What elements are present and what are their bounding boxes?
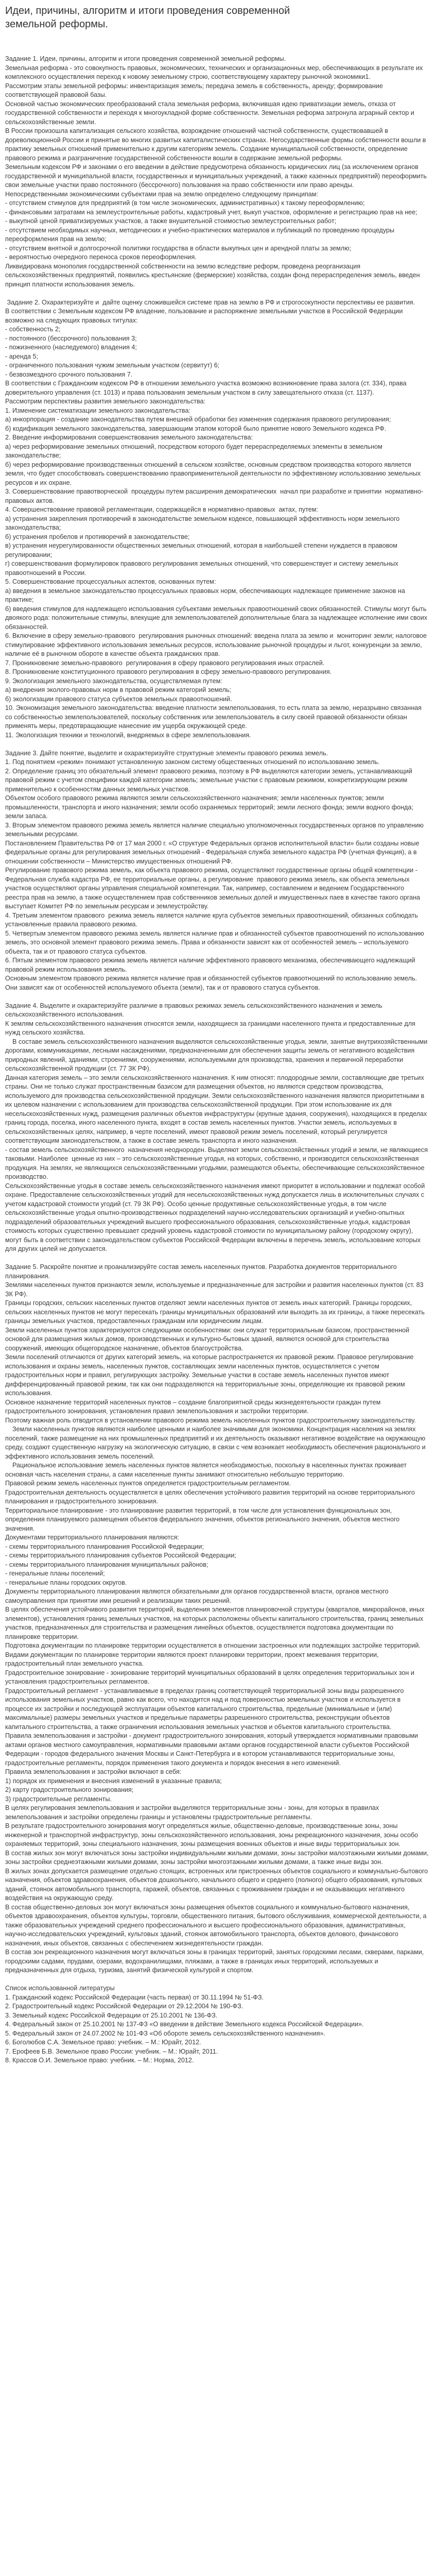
paragraph: Земли поселений отличаются от других категорий земель, на которые распространяется их правовой режим. Правовое регулирование использования и охраны земель, населенных пунктов, составляющих земли населенных пунктов, осуществляется с учетом градостроительных норм и правил, регулирующих застройку. Земельные участки в составе земель населенных пунктов имеют дифференцированный правовой режим, так как они подразделяются на территориальные зоны, определяющие их правовой режим использования. — [5, 1353, 415, 1397]
paragraph: б) устранения пробелов и противоречий в законодательстве; — [5, 533, 190, 540]
paragraph: Рассмотрим перспективы развития земельного законодательства: — [5, 398, 206, 405]
paragraph: г) совершенствования формулировок правового регулирования земельных отношений, что совершенствует и систему земельных правоотношений в России. — [5, 560, 400, 577]
paragraph: В результате градостроительного зонирования могут определяться жилые, общественно-деловые, производственные зоны, зоны инженерной и транспортной инфраструктур, зоны сельскохозяйственного использования, зоны рекреационного назначения, зоны особо охраняемых территорий, зоны специального назначения, зоны размещения военных объектов и иные виды территориальных зон. — [5, 1822, 420, 1848]
paragraph: Правовой режим земель населенных пунктов определяется градостроительным регламентом. — [5, 1480, 291, 1487]
paragraph: - финансовыми затратами на землеустроительные работы, кадастровый учет, выкуп участков, оформление и регистрацию прав на нее; — [5, 208, 417, 216]
paragraph: 2. Введение информирования совершенствования земельного законодательства: — [5, 434, 253, 441]
paragraph: 1. Под понятием «режим» понимают установленную законом систему общественных отношений по использованию земель. — [5, 758, 380, 766]
paragraph: 6. Пятым элементом правового режима земель является наличие эффективного правового механизма, обеспечивающего надлежащий правовой режим использования земель. — [5, 957, 417, 973]
paragraph: - ограниченного пользования чужим земельным участком (сервитут) 6; — [5, 362, 220, 369]
paragraph: Основное назначение территорий населенных пунктов – создание благоприятной среды жизнедеятельности граждан путем градостроительного зонирования, установления правил землепользования и застройки территории. — [5, 1398, 382, 1415]
paragraph-gap — [5, 1975, 429, 1985]
paragraph: В России произошла капитализация сельского хозяйства, возрождение отношений частной собственности, существовавшей в дореволюционной России и принятые во многих развитых капиталистических странах. Негосударственные формы собственности вошли в практику земельных отношений применительно к другим категориям земель. Создание муниципальной собственности, определение правового режима и разграничение государственной собственности вошли в содержание земельной реформы. — [5, 127, 428, 162]
paragraph: 11. Экологизация техники и технологий, внедряемых в сфере землепользования. — [5, 731, 251, 739]
paragraph: - схемы территориального планирования муниципальных районов; — [5, 1561, 208, 1568]
paragraph: - пожизненного (наследуемого) владения 4; — [5, 344, 137, 351]
paragraph: Рациональное использование земель населенных пунктов является необходимостью, поскольку в населенных пунктах проживает основная часть населения страны, а сами населенные пункты занимают относительно небольшую территорию. — [5, 1462, 409, 1478]
paragraph: 8. Проникновение конституционного правового регулирования в сферу земельно-правового регулирования. — [5, 668, 332, 675]
paragraph: Ликвидирована монополия государственной собственности на землю вследствие реформ, проведена реорганизация сельскохозяйственных предприятий, появились крестьянские (фермерские) хозяйства, создан фонд перераспределения земель, введен принцип платности использования земель. — [5, 262, 422, 288]
paragraph: Земельная реформа - это совокупность правовых, экономических, технических и организационных мер, обеспечивающих в результате их комплексного осуществления переход к новому земельному строю, соответствующему характеру рыночной экономики1. — [5, 64, 425, 80]
paragraph: Данная категория земель – это земли сельскохозяйственного назначения. К ним относят: плодородные земли, составляющие две третьих страны. Они не только служат пространственным базисом для размещения объектов, но являются средством производства, используемого для производства сельскохозяйственной продукции. Земли сельскохозяйственного назначения являются приоритетными в их целевом назначении с использованием для производства сельскохозяйственной продукции. При этом использование их для несельскохозяйственных нужд, размещения различных объектов инфраструктуры (крупные здания, сооружения), находящихся в пределах границ города, поселка, иного населенного пункта, входят в состав земель населенных пунктов. Участки земель, используемых в сельскохозяйственных целях, например, в черте поселений, имеют правовой режим земель поселений, который регулируется соответствующим законодательством, а также в составе земель транспорта и иного назначения. — [5, 1074, 429, 1144]
paragraph: Основным элементом правового режима является наличие прав и обязанностей субъектов правоотношений по использованию земель. Они зависят как от особенностей используемого объекта (земли), так и от правового статуса субъектов. — [5, 975, 419, 991]
paragraph: б) экологизации правового статуса субъектов земельных правоотношений. — [5, 695, 232, 703]
paragraph: Границы городских, сельских населенных пунктов отделяют земли населенных пунктов от земель иных категорий. Границы городских, сельских населенных пунктов не могут пересекать границы муниципальных образований или выходить за их границы, а также пересекать границы земельных участков, предоставленных гражданам или юридическим лицам. — [5, 1299, 427, 1325]
paragraph: - генеральные планы поселений; — [5, 1570, 105, 1577]
paragraph: Земельным кодексом РФ и законами о его введении в действие предусмотрена обязанность юридических лиц (за исключением органов государственной и муниципальной власти, государственных и муниципальных учреждений, а также казенных предприятий) переоформить свои земельные участки право постоянного (бессрочного) пользования на право собственности или право аренды. — [5, 163, 429, 189]
paragraph: Задание 4. Выделите и охарактеризуйте различие в правовых режимах земель сельскохозяйственного назначения и земель сельскохозяйственного использования. — [5, 1002, 385, 1018]
paragraph: Рассмотрим этапы земельной реформы: инвентаризация земель; передача земель в собственность, аренду; формирование соответствующей правовой базы. — [5, 82, 385, 98]
page-title: Идеи, причины, алгоритм и итоги проведения современной земельной реформы. — [5, 5, 290, 30]
paragraph: - отсутствием внятной и долгосрочной политики государства в области выкупных цен и арендной платы за землю; — [5, 244, 352, 252]
paragraph: 1) порядок их применения и внесения изменений в указанные правила; — [5, 1777, 222, 1785]
paragraph: - состав земель сельскохозяйственного назначения неоднороден. Выделяют земли сельскохозяйственных угодий и земли, не являющиеся таковыми. Наиболее ценные из них – это сельскохозяйственные угодья, на которых, собственно, и производится сельскохозяйственная продукция. На землях, не являющихся сельскохозяйственными угодьями, размещаются объекты, обеспечивающие сельскохозяйственное производство. — [5, 1146, 430, 1180]
paragraph: Правила землепользования и застройки - документ градостроительного зонирования, который утверждается нормативными правовыми актами органов местного самоуправления, нормативными правовыми актами органов государственной власти субъектов Российской Федерации - городов федерального значения Москвы и Санкт-Петербурга и в котором устанавливаются территориальные зоны, градостроительные регламенты, порядок применения такого документа и порядок внесения в него изменений. — [5, 1732, 420, 1767]
paragraph: 3. Совершенствование правотворческой процедуры путем расширения демократических начал при разработке и принятии нормативно-правовых актов. — [5, 488, 424, 504]
paragraph: 9. Экологизация земельного законодательства, осуществляемая путем: — [5, 677, 222, 685]
paragraph: Градостроительная деятельность осуществляется в целях обеспечения устойчивого развития территорий на основе территориального планирования и градостроительного зонирования. — [5, 1488, 417, 1505]
paragraph: В целях регулирования землепользования и застройки выделяются территориальные зоны - зоны, для которых в правилах землепользования и застройки определены границы и установлены градостроительные регламенты. — [5, 1804, 381, 1821]
paragraph: а) через реформирование земельных отношений, посредством которого будет перераспределяемых элементы в земельном законодательстве; — [5, 443, 385, 459]
paragraph: В составе земель сельскохозяйственного назначения выделяются сельскохозяйственные угодья, земли, занятые внутрихозяйственными дорогами, коммуникациями, лесными насаждениями, предназначенными для обеспечения защиты земель от негативного воздействия природных явлений, зданиями, строениями, сооружениями, используемыми для производства, хранения и первичной переработки сельскохозяйственной продукции (ст. 77 ЗК РФ). — [5, 1038, 429, 1072]
paragraph: Основной частью экономических преобразований стала земельная реформа, включившая идею приватизации земель, отказа от государственной собственности и переходя к многоукладной форме собственности. Земельная реформа затронула аграрный сектор и сельскохозяйственные земли. — [5, 100, 416, 126]
paragraph: 7. Проникновение земельно-правового регулирования в сферу правового регулирования иных отраслей. — [5, 659, 325, 667]
paragraph: 8. Крассов О.И. Земельное право: учебник. – М.: Норма, 2012. — [5, 2057, 194, 2064]
paragraph: 1. Изменение систематизации земельного законодательства: — [5, 406, 190, 414]
paragraph: 3) градостроительные регламенты. — [5, 1795, 112, 1803]
paragraph: б) через реформирование производственных отношений в сельском хозяйстве, основным средством производства которого является земля, что будет способствовать совершенствованию правоприменительной деятельности по эффективному использованию земельных ресурсов и их охране. — [5, 461, 423, 486]
paragraph: Земли населенных пунктов являются наиболее ценными и наиболее значимыми для экономики. Концентрация населения на землях поселений, также размещение на них промышленных предприятий и их деятельность оказывают негативное воздействие на окружающую среду, создают существенную нагрузку на экологическую ситуацию, в связи с чем возникает необходимость обеспечения рационального и эффективного использования земель поселений. — [5, 1426, 428, 1460]
paragraph: Документами территориального планирования являются: — [5, 1534, 179, 1541]
paragraph: 3. Вторым элементом правового режима земель является наличие специально уполномоченных государственных органов по управлению земельными ресурсами. — [5, 821, 426, 838]
paragraph: В жилых зонах допускается размещение отдельно стоящих, встроенных или пристроенных объектов социального и коммунально-бытового назначения, объектов здравоохранения, объектов дошкольного, начального общего и среднего (полного) общего образования, культовых зданий, стоянок автомобильного транспорта, гаражей, объектов, связанных с проживанием граждан и не оказывающих негативного воздействия на окружающую среду. — [5, 1867, 430, 1902]
paragraph: Видами документации по планировке территории являются проект планировки территории, проект межевания территории, градостроительный план земельного участка. — [5, 1651, 381, 1667]
paragraph: - вероятностью очередного переноса сроков переоформления. — [5, 253, 197, 261]
paragraph: а) устранения закрепления противоречий в законодательстве земельном кодексе, повышающей эффективность норм земельного законодательства; — [5, 515, 402, 531]
paragraph: - собственность 2; — [5, 326, 61, 333]
paragraph: В состав зон рекреационного назначения могут включаться зоны в границах территорий, занятых городскими лесами, скверами, парками, городскими садами, прудами, озерами, водохранилищами, пляжами, а также в границах иных территорий, используемых и предназначенных для отдыха, туризма, занятий физической культурой и спортом. — [5, 1948, 426, 1974]
paragraph: Правила землепользования и застройки включают в себя: — [5, 1768, 182, 1775]
paragraph: 4. Федеральный закон от 25.10.2001 № 137-ФЗ «О введении в действие Земельного кодекса Российской Федерации». — [5, 2021, 364, 2028]
paragraph: 4. Совершенствование правовой регламентации, содержащейся в нормативно-правовых актах, путем: — [5, 506, 318, 513]
paragraph: 6. Боголюбов С.А. Земельное право: учебник. – М.: Юрайт, 2012. — [5, 2039, 201, 2046]
paragraph: В состав жилых зон могут включаться зоны застройки индивидуальными жилыми домами, зоны застройки малоэтажными жилыми домами, зоны застройки среднеэтажными жилыми домами, зоны застройки многоэтажными жилыми домами, а также иные виды зон. — [5, 1849, 431, 1866]
document-body — [5, 55, 429, 2065]
paragraph: 4. Третьим элементом правового режима земель является наличие круга субъектов земельных правоотношений, обязанных соблюдать установленные правила правового режима. — [5, 911, 420, 928]
paragraph: Поэтому важная роль отводится в установлении правового режима земель населенных пунктов градостроительному законодательству. — [5, 1416, 416, 1424]
paragraph: Регулирование правового режима земель, как объекта правового режима, осуществляют государственные органы общей компетенции - Федеральная служба кадастра РФ, ее территориальные органы, а регулирование правового режима земель, как объекта земельных участков осуществляют органы управления специальной компетенции. Так, например, составлением и ведением Государственного реестра прав на землю, а также осуществлением прав собственников земельных долей и имущественных паев в качестве такого органа выступает Комитет РФ по земельным ресурсам и землеустройству. — [5, 867, 422, 910]
paragraph: 6. Включение в сферу земельно-правового регулирования рыночных отношений: введена плата за землю и мониторинг земли; налоговое стимулирование эффективного использования земельных ресурсов, использование рыночной процедуры и льгот, конкуренции за землю, наличие её в рыночном обороте в качестве объекта гражданских прав. — [5, 632, 429, 657]
paragraph: Задание 2. Охарактеризуйте и дайте оценку сложившейся системе прав на землю в РФ и строгосокупности перспективы ее развития. — [5, 298, 415, 306]
paragraph-gap — [5, 1254, 429, 1263]
paragraph: Документы территориального планирования являются обязательными для органов государственной власти, органов местного самоуправления при принятии ими решений и реализации таких решений. — [5, 1588, 391, 1604]
paragraph: 5. Совершенствование процессуальных аспектов, основанных путем: — [5, 578, 216, 585]
paragraph: 5. Федеральный закон от 24.07.2002 № 101-ФЗ «Об обороте земель сельскохозяйственного назначения». — [5, 2029, 326, 2037]
paragraph: - схемы территориального планирования Российской Федерации; — [5, 1543, 204, 1550]
paragraph: - выкупной ценой приватизируемых участков, а также внушительной стоимостью землеустроительных работ; — [5, 217, 337, 225]
paragraph: Подготовка документации по планировке территории осуществляется в отношении застроенных или подлежащих застройке территорий. — [5, 1642, 421, 1649]
paragraph: В соответствии с Гражданским кодексом РФ в отношении земельного участка возможно возникновение права залога (ст. 334), права доверительного управления (ст. 1013) и права пользования земельным участком в силу завещательного отказа (ст. 1137). — [5, 380, 409, 396]
paragraph: Земли населенных пунктов характеризуются следующими особенностями: они служат территориальным базисом, пространственной основой для размещения жилых домов, производственных и культурно-бытовых зданий, являются основой для строительства сооружений, имеющих общегородское назначение, объектов благоустройства. — [5, 1326, 411, 1352]
paragraph: Сельскохозяйственные угодья в составе земель сельскохозяйственного назначения имеют приоритет в использовании и подлежат особой охране. Предоставление сельскохозяйственных угодий для несельскохозяйственных нужд допускается лишь в исключительных случаях с учетом кадастровой стоимости угодий (ст. 79 ЗК РФ). Особо ценные продуктивные сельскохозяйственные угодья, в том числе сельскохозяйственные угодья опытно-производственных подразделений научно-исследовательских организаций и учебно-опытных подразделений образовательных учреждений высшего профессионального образования, сельскохозяйственные угодья, кадастровая стоимость которых существенно превышает средний уровень кадастровой стоимости по муниципальному району (городскому округу), могут быть в соответствии с законодательством субъектов Российской Федерации включены в перечень земель, использование которых для других целей не допускается. — [5, 1182, 427, 1252]
paragraph: 2. Определение границ это обязательный элемент правового режима, поэтому в РФ выделяются категории земель, устанавливающий правовой режим с учетом специфики каждой категории земель; земельные участки с правовым режимом, конкретизирующим режим применительно к особенностям данных земельных участков. — [5, 767, 414, 793]
paragraph: Задание 5. Раскройте понятие и проанализируйте состав земель населенных пунктов. Разработка документов территориального планирования. — [5, 1263, 399, 1280]
paragraph: - отсутствием стимулов для предприятий (в том числе экономических, административных) к такому переоформлению; — [5, 199, 365, 207]
paragraph: - аренда 5; — [5, 352, 39, 360]
paragraph: - генеральные планы городских округов. — [5, 1579, 127, 1586]
paragraph: - отсутствием необходимых научных, методических и учебно-практических материалов и публикаций по проведению процедуры переоформления прав на землю; — [5, 226, 396, 243]
paragraph: В состав общественно-деловых зон могут включаться зоны размещения объектов социального и коммунально-бытового назначения, объектов здравоохранения, объектов культуры, торговли, общественного питания, бытового обслуживания, коммерческой деятельности, а также образовательных учреждений среднего профессионального и высшего профессионального образования, административных, научно-исследовательских учреждений, культовых зданий, стоянок автомобильного транспорта, объектов делового, финансового назначения, иных объектов, связанных с обеспечением жизнедеятельности граждан. — [5, 1903, 429, 1947]
paragraph: 10. Экономизация земельного законодательства: введение платности землепользования, то есть плата за землю, неразрывно связанная со собственностью землепользователей, поскольку собственник или землепользователь в силу своей правовой обязанности обязан применять меры, предотвращающие нанесение им ущерба окружающей среде. — [5, 704, 424, 730]
paragraph: К землям сельскохозяйственного назначения относятся земли, находящиеся за границами населенного пункта и предоставленные для нужд сельского хозяйства. — [5, 1020, 417, 1036]
paragraph: Список использованной литературы — [5, 1985, 115, 1992]
paragraph: а) внедрения эколого-правовых норм в правовой режим категорий земель; — [5, 686, 232, 693]
paragraph: - постоянного (бессрочного) пользования 3; — [5, 334, 137, 342]
paragraph: Территориальное планирование - это планирование развития территорий, в том числе для установления функциональных зон, определения планируемого размещения объектов федерального значения, объектов регионального значения, объектов местного значения. — [5, 1506, 402, 1532]
paragraph: - схемы территориального планирования субъектов Российской Федерации; — [5, 1552, 236, 1559]
paragraph: 7. Ерофеев Б.В. Земельное право России: учебник. – М.: Юрайт, 2011. — [5, 2047, 218, 2055]
paragraph: Задание 3. Дайте понятие, выделите и охарактеризуйте структурные элементы правового режима земель. — [5, 749, 328, 757]
paragraph: Постановлением Правительства РФ от 17 мая 2000 г. «О структуре Федеральных органов исполнительной власти» были созданы новые федеральные органы для регулирования земельных отношений - Федеральная служба земельного кадастра РФ (учетная функция), а в отношении собственности – Министерство имущественных отношений РФ. — [5, 839, 422, 865]
paragraph-gap — [5, 740, 429, 749]
paragraph: 1. Гражданский кодекс Российской Федерации (часть первая) от 30.11.1994 № 51-ФЗ. — [5, 1993, 264, 2001]
paragraph: Задание 1. Идеи, причины, алгоритм и итоги проведения современной земельной реформы. — [5, 55, 286, 62]
paragraph: Градостроительный регламент - устанавливаемые в пределах границ соответствующей территориальной зоны виды разрешенного использования земельных участков, равно как всего, что находится над и под поверхностью земельных участков и используется в процессе их застройки и последующей эксплуатации объектов капитального строительства, предельные (минимальные и (или) максимальные) размеры земельных участков и предельные параметры разрешенного строительства, реконструкции объектов капитального строительства, а также ограничения использования земельных участков и объектов капитального строительства. — [5, 1687, 406, 1731]
paragraph: б) кодификация земельного законодательства, завершающим этапом которой было принятие нового Земельного кодекса РФ. — [5, 425, 387, 432]
paragraph: 2) карту градостроительного зонирования; — [5, 1786, 134, 1793]
paragraph: а) введения в земельное законодательство процессуальных правовых норм, обеспечивающих надлежащее применение законов на практике; — [5, 587, 407, 603]
paragraph: Объектом особого правового режима являются земли сельскохозяйственного назначения; земли населенных пунктов; земли промышленности, транспорта и иного назначения; земли особо охраняемых территорий; земли лесного фонда; земли водного фонда; земли запаса. — [5, 794, 415, 820]
paragraph: в) устранения неурегулированности общественных земельных отношений, которая в наибольшей степени нуждается в правовом регулировании; — [5, 542, 399, 558]
paragraph: Непосредственными экономическими субъектами прав на землю определено следующему принципам: — [5, 190, 318, 198]
paragraph: Землями населенных пунктов признаются земли, используемые и предназначенные для застройки и развития населенных пунктов (ст. 83 ЗК РФ). — [5, 1281, 426, 1298]
paragraph: 2. Градостроительный кодекс Российской Федерации от 29.12.2004 № 190-ФЗ. — [5, 2003, 243, 2010]
paragraph: 3. Земельный кодекс Российской Федерации от 25.10.2001 № 136-ФЗ. — [5, 2011, 218, 2019]
paragraph: Градостроительное зонирование - зонирование территорий муниципальных образований в целях определения территориальных зон и установления градостроительных регламентов. — [5, 1669, 416, 1685]
paragraph-gap — [5, 992, 429, 1002]
paragraph: 5. Четвертым элементом правового режима земель является наличие прав и обязанностей субъектов правоотношений по использованию земель, это основной элемент правового режима земель. Права и обязанности зависят как от особенностей земель – используемого объекта, так и от правового статуса субъектов. — [5, 929, 426, 955]
paragraph: В соответствии с Земельным кодексом РФ владение, пользование и распоряжение земельными участков в Российской Федерации возможно на следующих правовых титулах: — [5, 308, 405, 324]
paragraph: б) введения стимулов для надлежащего использования субъектами земельных правоотношений своих обязанностей. Стимулы могут быть двоякого рода: положительные стимулы, влекущие для землепользователей дополнительные блага за надлежащее исполнение ими своих обязанностей. — [5, 605, 429, 631]
paragraph: - безвозмездного срочного пользования 7. — [5, 370, 133, 378]
paragraph-gap — [5, 289, 429, 298]
paragraph: В целях обеспечения устойчивого развития территорий, выделения элементов планировочной структуры (кварталов, микрорайонов, иных элементов), установления границ земельных участков, на которых расположены объекты капитального строительства, границ земельных участков, предназначенных для строительства и размещения линейных объектов, осуществляется подготовка документации по планировке территории. — [5, 1606, 426, 1640]
paragraph: а) инкорпорация - создание законодательства путем внешней обработки без изменения содержания правового регулирования; — [5, 416, 391, 423]
